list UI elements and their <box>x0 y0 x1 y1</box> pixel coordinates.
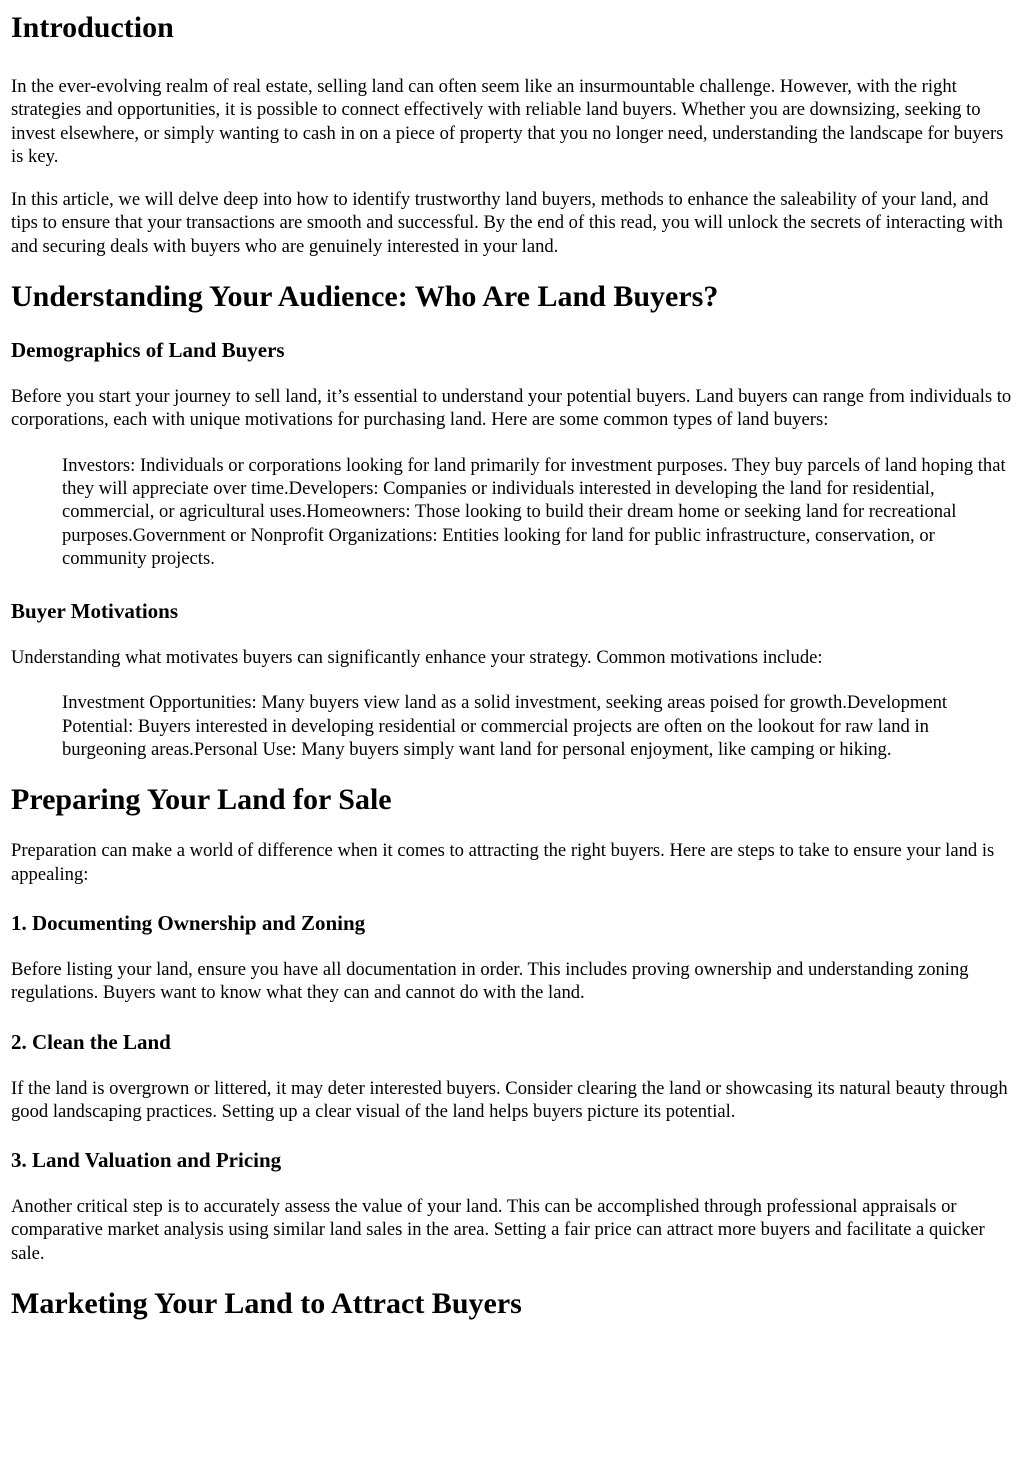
motivations-paragraph: Understanding what motivates buyers can significantly enhance your strategy. Common motivations include: <box>11 647 823 669</box>
heading-marketing: Marketing Your Land to Attract Buyers <box>11 1287 522 1321</box>
heading-step-3: 3. Land Valuation and Pricing <box>11 1148 282 1173</box>
step-3-paragraph: Another critical step is to accurately assess the value of your land. This can be accomplished through professional appraisals or comparative market analysis using similar land sales in the area. Setting a fair price can attract more buyers and facilitate a quicker sale. <box>11 1196 985 1264</box>
intro-paragraph-2: In this article, we will delve deep into how to identify trustworthy land buyers, methods to enhance the saleability of your land, and tips to ensure that your transactions are smooth and successful. By the end of this read, you will unlock the secrets of interacting with and securing deals with buyers who are genuinely interested in your land. <box>11 189 1003 257</box>
buyer-types-quote: Investors: Individuals or corporations looking for land primarily for investment purposes. They buy parcels of land hoping that they will appreciate over time.Developers: Companies or individuals interested in developing the land for residential, commercial, or agricultural uses.Homeowners: Those looking to build their dream home or seeking land for recreational purposes.Government or Nonprofit Organizations: Entities looking for land for public infrastructure, conservation, or community projects. <box>62 454 1006 569</box>
demographics-paragraph: Before you start your journey to sell land, it’s essential to understand your potential buyers. Land buyers can range from individuals to corporations, each with unique motivations for purchasing land. Here are some common types of land buyers: <box>11 386 1012 431</box>
intro-paragraph-1: In the ever-evolving realm of real estate, selling land can often seem like an insurmountable challenge. However, with the right strategies and opportunities, it is possible to connect effectively with reliable land buyers. Whether you are downsizing, seeking to invest elsewhere, or simply wanting to cash in on a piece of property that you no longer need, understanding the landscape for buyers is key. <box>11 76 1004 167</box>
step-2-paragraph: If the land is overgrown or littered, it may deter interested buyers. Consider clearing the land or showcasing its natural beauty through good landscaping practices. Setting up a clear visual of the land helps buyers picture its potential. <box>11 1077 1008 1122</box>
preparing-paragraph: Preparation can make a world of difference when it comes to attracting the right buyers. Here are steps to take to ensure your land is appealing: <box>11 840 995 885</box>
heading-step-2: 2. Clean the Land <box>11 1029 171 1054</box>
motivations-quote: Investment Opportunities: Many buyers view land as a solid investment, seeking areas poised for growth.Development Potential: Buyers interested in developing residential or commercial projects are often on the lookout for raw land in burgeoning areas.Personal Use: Many buyers simply want land for personal enjoyment, like camping or hiking. <box>62 692 948 761</box>
heading-preparing-land: Preparing Your Land for Sale <box>11 783 392 817</box>
step-1-paragraph: Before listing your land, ensure you have all documentation in order. This includes proving ownership and understanding zoning regulations. Buyers want to know what they can and cannot do with the land. <box>11 958 969 1004</box>
heading-buyer-motivations: Buyer Motivations <box>11 599 179 624</box>
heading-introduction: Introduction <box>11 11 174 44</box>
article <box>0 11 1024 1321</box>
heading-understanding-audience: Understanding Your Audience: Who Are Land Buyers? <box>11 280 719 314</box>
heading-demographics: Demographics of Land Buyers <box>11 338 285 363</box>
heading-step-1: 1. Documenting Ownership and Zoning <box>11 910 366 935</box>
